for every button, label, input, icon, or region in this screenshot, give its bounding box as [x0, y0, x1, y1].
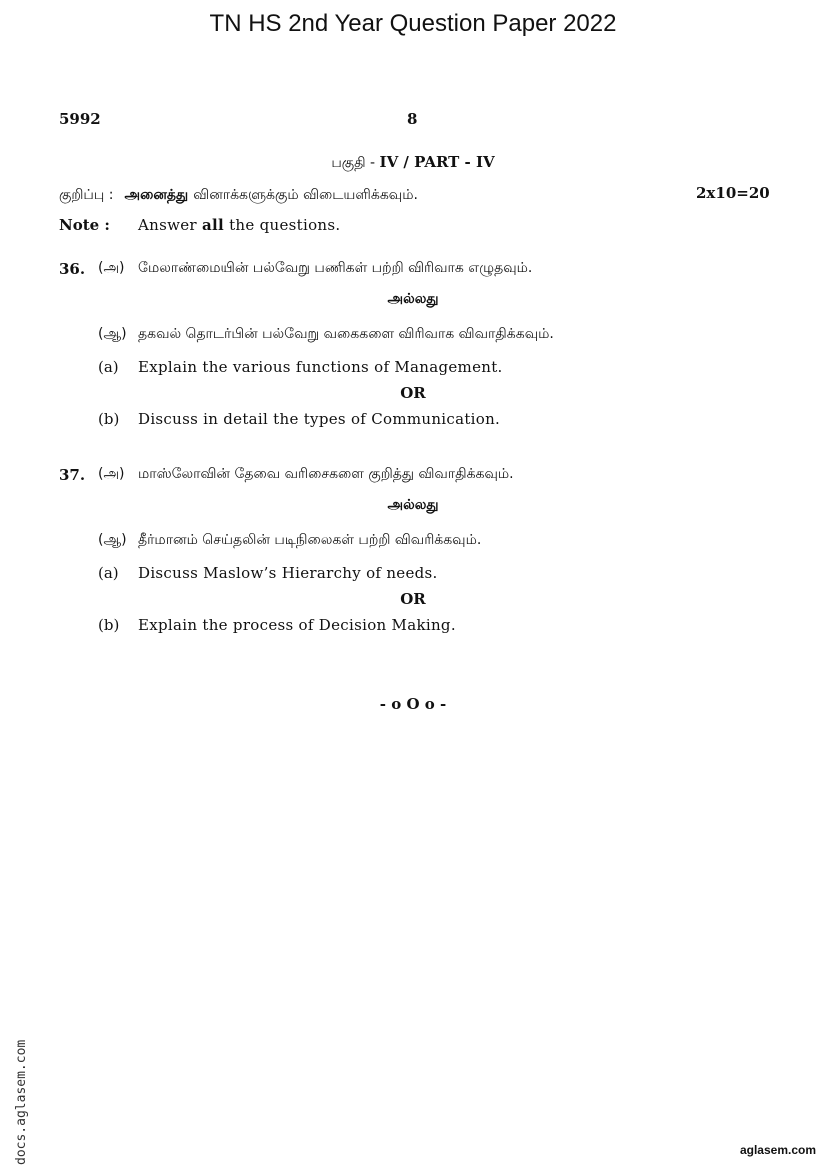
tamil-or: அல்லது [387, 291, 439, 307]
corner-watermark: aglasem.com [739, 1143, 816, 1157]
page-header-title: TN HS 2nd Year Question Paper 2022 [209, 10, 617, 37]
english-a-marker: (a) [98, 358, 119, 376]
page-number: 8 [407, 110, 418, 128]
note-label: Note : [59, 216, 110, 234]
tamil-or: அல்லது [387, 497, 439, 513]
instruction-tamil-label: குறிப்பு : [59, 187, 114, 203]
side-watermark: docs.aglasem.com [14, 1039, 29, 1165]
instruction-tamil-bold: அனைத்து [124, 187, 189, 203]
tamil-b-marker: (ஆ) [98, 532, 127, 548]
tamil-b-marker: (ஆ) [98, 326, 127, 342]
english-b-marker: (b) [98, 616, 120, 634]
english-a-marker: (a) [98, 564, 119, 582]
tamil-a-marker: (அ) [98, 260, 125, 276]
english-or: OR [400, 384, 426, 402]
tamil-option-b: தீர்மானம் செய்தலின் படிநிலைகள் பற்றி விவரிக்கவும். [138, 532, 482, 548]
english-option-b: Explain the process of Decision Making. [138, 616, 456, 634]
english-option-b: Discuss in detail the types of Communication. [138, 410, 501, 428]
end-of-paper-mark: - o O o - [379, 695, 447, 713]
note-bold: all [201, 216, 224, 234]
english-b-marker: (b) [98, 410, 120, 428]
tamil-a-marker: (அ) [98, 466, 125, 482]
tamil-option-a: மாஸ்லோவின் தேவை வரிசைகளை குறித்து விவாதிக்கவும். [138, 466, 514, 482]
part-english: IV / PART - IV [379, 153, 495, 171]
tamil-option-b: தகவல் தொடர்பின் பல்வேறு வகைகளை விரிவாக விவாதிக்கவும். [138, 326, 554, 342]
note-text [138, 216, 340, 234]
marks-allocation: 2x10=20 [696, 184, 770, 202]
note-post: the questions. [229, 216, 341, 234]
part-tamil: பகுதி - [331, 155, 380, 171]
question-number: 37. [59, 466, 86, 484]
question-number: 36. [59, 260, 86, 278]
paper-code: 5992 [59, 110, 101, 128]
english-option-a: Explain the various functions of Management. [138, 358, 503, 376]
note-pre: Answer [138, 216, 197, 234]
english-or: OR [400, 590, 426, 608]
english-option-a: Discuss Maslow’s Hierarchy of needs. [138, 564, 438, 582]
tamil-option-a: மேலாண்மையின் பல்வேறு பணிகள் பற்றி விரிவாக எழுதவும். [138, 260, 533, 276]
instruction-tamil-rest: வினாக்களுக்கும் விடையளிக்கவும். [193, 187, 418, 203]
instruction-tamil [59, 184, 418, 205]
part-heading [0, 152, 826, 173]
